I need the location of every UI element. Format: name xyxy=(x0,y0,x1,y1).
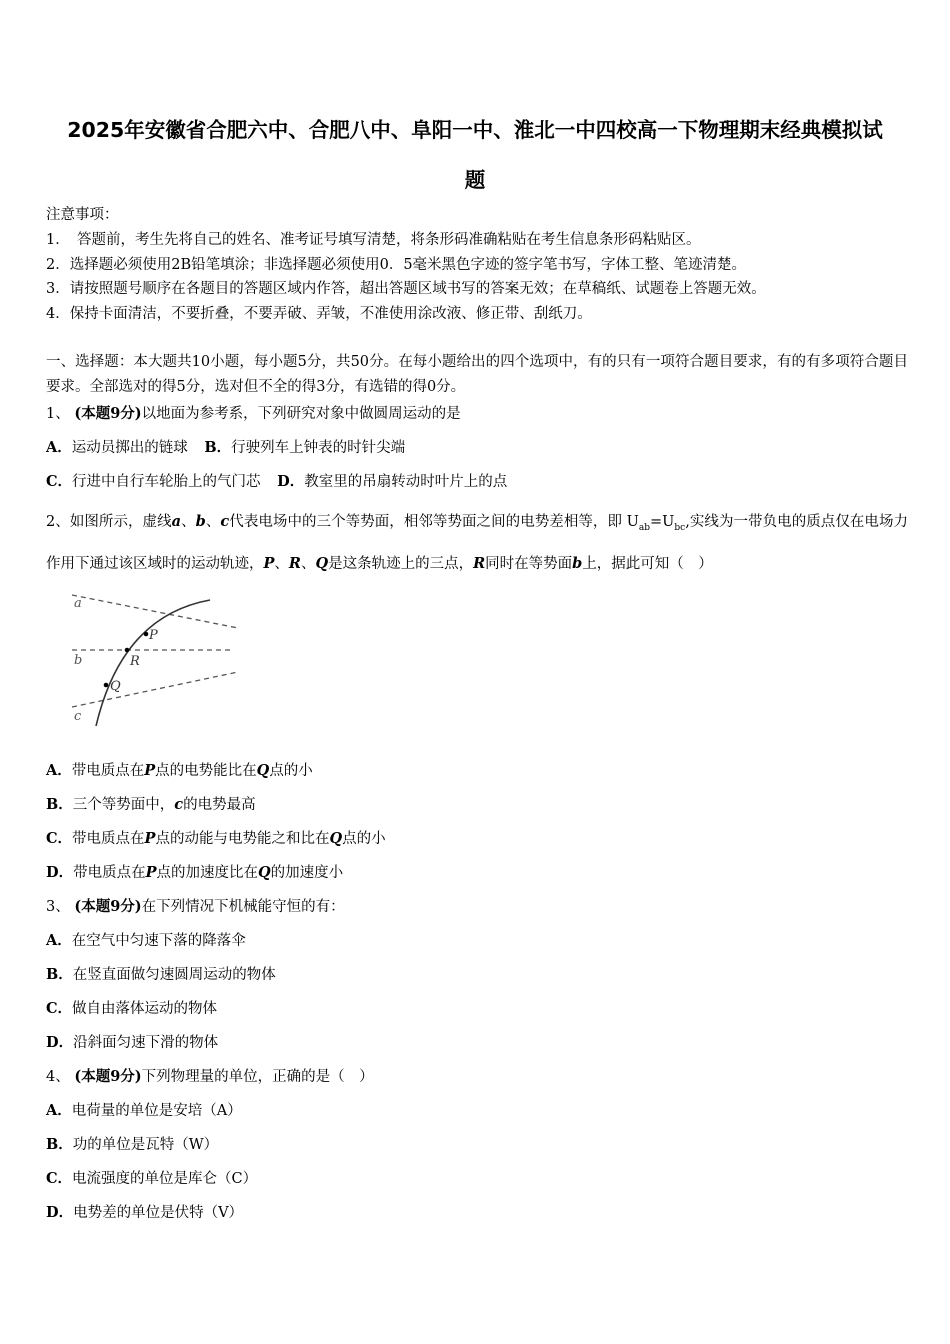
option-text: 做自由落体运动的物体 xyxy=(72,1001,218,1017)
option-text: 的电势最高 xyxy=(183,797,256,813)
notice-item-4: 4．保持卡面清洁，不要折叠，不要弄破、弄皱，不准使用涂改液、修正带、刮纸刀。 xyxy=(46,306,592,322)
notice-item-1: 1． 答题前，考生先将自己的姓名、准考证号填写清楚，将条形码准确粘贴在考生信息条形码粘贴区。 xyxy=(46,232,701,248)
option-text: 电流强度的单位是库仑（C） xyxy=(72,1171,258,1187)
var-c: c xyxy=(174,796,184,813)
question-text: 在下列情况下机械能守恒的有： xyxy=(141,899,345,915)
question-2-option-c xyxy=(46,827,386,848)
option-text: 功的单位是瓦特（W） xyxy=(72,1137,219,1153)
page-title-continued: 题 xyxy=(464,168,486,192)
label-p: P xyxy=(149,628,158,643)
var-p: P xyxy=(144,830,156,847)
option-text: 的加速度小 xyxy=(270,865,344,881)
question-3-option-b xyxy=(46,963,276,984)
option-text: 点的电势能比在 xyxy=(155,763,257,779)
var-b: b xyxy=(195,513,206,530)
stem-text: 同时在等势面 xyxy=(485,555,573,572)
stem-text: 代表电场中的三个等势面，相邻等势面之间的电势差相等，即 U xyxy=(229,514,639,530)
question-number: 2、 xyxy=(46,514,70,530)
label-b: b xyxy=(74,653,83,668)
option-text: 沿斜面匀速下滑的物体 xyxy=(73,1035,219,1051)
option-text: 三个等势面中， xyxy=(72,797,175,813)
question-3-option-a xyxy=(46,929,246,950)
option-text: 电荷量的单位是安培（A） xyxy=(71,1103,242,1119)
label-a: a xyxy=(74,596,82,611)
equipotential-line-c xyxy=(72,672,238,707)
var-p: P xyxy=(145,864,157,881)
option-text: 点的小 xyxy=(269,763,313,779)
option-label: C． xyxy=(46,1000,73,1017)
var-r: R xyxy=(288,554,301,572)
option-label: B． xyxy=(46,966,73,983)
question-2-option-b xyxy=(46,793,256,814)
question-text: 下列物理量的单位，正确的是（ ） xyxy=(141,1069,374,1085)
option-label: C． xyxy=(46,830,73,847)
point-q xyxy=(104,683,109,688)
option-text: 点的动能与电势能之和比在 xyxy=(155,831,330,847)
option-text: 行进中自行车轮胎上的气门芯 xyxy=(72,474,261,490)
option-text: 带电质点在 xyxy=(72,831,145,847)
stem-text: ,实线为一带负电的质点仅在电场力作用下通过该区域时的运动轨迹， xyxy=(46,514,909,572)
stem-text: 如图所示，虚线 xyxy=(69,514,172,530)
label-c: c xyxy=(74,709,82,724)
option-label: B． xyxy=(46,796,73,813)
question-score: (本题9分) xyxy=(74,405,142,422)
question-2-option-a xyxy=(46,759,313,780)
option-text: 电势差的单位是伏特（V） xyxy=(73,1205,244,1221)
notice-item-3: 3．请按照题号顺序在各题目的答题区域内作答，超出答题区域书写的答案无效；在草稿纸、试题卷上答题无效。 xyxy=(46,281,766,297)
question-2-option-d xyxy=(46,861,343,882)
stem-text: 、 xyxy=(274,555,289,572)
var-r: R xyxy=(473,554,486,572)
option-text: 教室里的吊扇转动时叶片上的点 xyxy=(304,474,508,490)
var-a: a xyxy=(171,513,182,530)
question-3-option-d xyxy=(46,1031,218,1052)
option-text: 点的小 xyxy=(342,831,386,847)
option-label: C． xyxy=(46,473,73,490)
question-2-stem xyxy=(46,504,908,582)
option-text: 带电质点在 xyxy=(73,865,146,881)
label-r: R xyxy=(130,654,140,669)
option-label: B． xyxy=(46,1136,73,1153)
stem-text: 是这条轨迹上的三点， xyxy=(328,555,474,572)
option-label: A． xyxy=(46,932,72,949)
var-q: Q xyxy=(315,554,329,572)
option-text: 行驶列车上钟表的时针尖端 xyxy=(231,440,406,456)
question-3-stem xyxy=(46,895,345,916)
stem-text: 上，据此可知（ ） xyxy=(582,555,713,572)
question-score: (本题9分) xyxy=(74,898,142,915)
stem-text: =U xyxy=(650,514,675,530)
var-q: Q xyxy=(256,762,270,779)
question-4-option-c xyxy=(46,1167,257,1188)
question-number: 4、 xyxy=(46,1069,70,1085)
question-4-option-a xyxy=(46,1099,242,1120)
equipotential-figure xyxy=(70,590,245,730)
question-4-stem xyxy=(46,1065,374,1086)
var-b: b xyxy=(572,554,583,572)
stem-text: 、 xyxy=(300,555,316,572)
subscript-ab: ab xyxy=(638,522,651,533)
question-number: 3、 xyxy=(46,899,70,915)
question-3-option-c xyxy=(46,997,217,1018)
option-label: D． xyxy=(46,1034,74,1051)
option-label: B． xyxy=(204,439,232,456)
section-intro: 一、选择题：本大题共10小题，每小题5分，共50分。在每小题给出的四个选项中，有的只有一项符合题目要求，有的有多项符合题目要求。全部选对的得5分，选对但不全的得3分，有选错的得0分。 xyxy=(46,354,908,395)
option-text: 在空气中匀速下落的降落伞 xyxy=(71,933,246,949)
var-p: P xyxy=(144,762,156,779)
question-4-option-b xyxy=(46,1133,218,1154)
subscript-bc: bc xyxy=(674,522,686,533)
question-1-stem xyxy=(46,402,461,423)
option-label: A． xyxy=(46,1102,72,1119)
var-p: P xyxy=(263,554,275,572)
var-q: Q xyxy=(257,864,271,881)
trajectory-curve xyxy=(96,600,210,726)
option-text: 点的加速度比在 xyxy=(156,865,258,881)
option-text: 运动员掷出的链球 xyxy=(71,440,188,456)
option-label: D． xyxy=(46,1204,74,1221)
option-text: 带电质点在 xyxy=(71,763,145,779)
question-number: 1、 xyxy=(46,406,70,422)
stem-text: 、 xyxy=(181,514,196,530)
question-score: (本题9分) xyxy=(74,1068,142,1085)
option-label: C． xyxy=(46,1170,73,1187)
option-label: A． xyxy=(46,439,72,456)
option-text: 在竖直面做匀速圆周运动的物体 xyxy=(72,967,276,983)
question-text: 以地面为参考系，下列研究对象中做圆周运动的是 xyxy=(141,406,461,422)
question-4-option-d xyxy=(46,1201,243,1222)
question-1-options-cd xyxy=(46,470,507,491)
point-r xyxy=(125,648,130,653)
notice-heading: 注意事项： xyxy=(46,207,119,223)
option-label: D． xyxy=(277,473,305,490)
var-q: Q xyxy=(329,830,343,847)
label-q: Q xyxy=(110,679,121,694)
page-title: 2025年安徽省合肥六中、合肥八中、阜阳一中、淮北一中四校高一下物理期末经典模拟试 xyxy=(67,118,883,142)
notice-item-2: 2．选择题必须使用2B铅笔填涂；非选择题必须使用0．5毫米黑色字迹的签字笔书写，字体工整、笔迹清楚。 xyxy=(46,257,747,273)
option-label: D． xyxy=(46,864,74,881)
point-p xyxy=(144,632,149,637)
stem-text: 、 xyxy=(205,514,221,530)
var-c: c xyxy=(220,513,230,530)
question-1-options-ab xyxy=(46,436,405,457)
option-label: A． xyxy=(46,762,72,779)
